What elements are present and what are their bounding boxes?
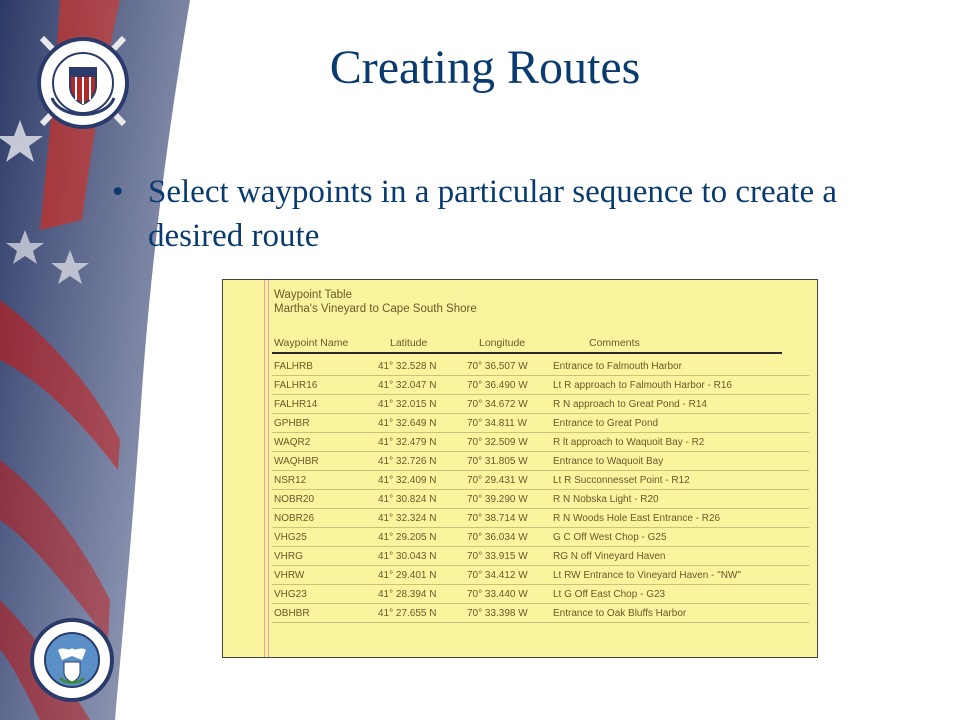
table-subtitle: Martha's Vineyard to Cape South Shore [274, 303, 477, 315]
cell-latitude: 41° 30.824 N [378, 494, 437, 505]
cell-waypoint: NSR12 [274, 475, 307, 486]
cell-comment: R lt approach to Waquoit Bay - R2 [553, 437, 705, 448]
cell-latitude: 41° 32.324 N [378, 513, 437, 524]
table-row [223, 377, 817, 395]
cell-waypoint: NOBR20 [274, 494, 315, 505]
cell-longitude: 70° 38.714 W [467, 513, 528, 524]
cell-waypoint: GPHBR [274, 418, 310, 429]
table-row [223, 586, 817, 604]
row-rule [272, 584, 809, 585]
row-rule [272, 622, 809, 623]
row-rule [272, 413, 809, 414]
row-rule [272, 546, 809, 547]
cell-comment: Entrance to Oak Bluffs Harbor [553, 608, 687, 619]
table-row [223, 605, 817, 623]
row-rule [272, 432, 809, 433]
table-title: Waypoint Table [274, 289, 352, 301]
coast-guard-auxiliary-logo [30, 28, 136, 140]
column-header-waypoint: Waypoint Name [274, 337, 349, 349]
row-rule [272, 527, 809, 528]
row-rule [272, 451, 809, 452]
cell-waypoint: VHRG [274, 551, 303, 562]
column-header-longitude: Longitude [479, 337, 526, 349]
cell-waypoint: VHRW [274, 570, 305, 581]
column-header-latitude: Latitude [390, 337, 428, 349]
table-row [223, 567, 817, 585]
cell-waypoint: WAQHBR [274, 456, 319, 467]
row-rule [272, 565, 809, 566]
cell-latitude: 41° 32.479 N [378, 437, 437, 448]
cell-waypoint: WAQR2 [274, 437, 311, 448]
row-rule [272, 489, 809, 490]
row-rule [272, 508, 809, 509]
waypoint-table [222, 279, 818, 658]
cell-comment: RG N off Vineyard Haven [553, 551, 666, 562]
cell-latitude: 41° 32.528 N [378, 361, 437, 372]
cell-latitude: 41° 30.043 N [378, 551, 437, 562]
table-row [223, 396, 817, 414]
cell-waypoint: VHG25 [274, 532, 307, 543]
header-rule [272, 352, 782, 354]
table-row [223, 358, 817, 376]
table-row [223, 415, 817, 433]
cell-comment: R N approach to Great Pond - R14 [553, 399, 707, 410]
cell-comment: R N Nobska Light - R20 [553, 494, 659, 505]
cell-longitude: 70° 32.509 W [467, 437, 528, 448]
cell-comment: Lt RW Entrance to Vineyard Haven - "NW" [553, 570, 741, 581]
cell-latitude: 41° 32.047 N [378, 380, 437, 391]
cell-comment: Lt G Off East Chop - G23 [553, 589, 666, 600]
slide-title: Creating Routes [329, 41, 641, 94]
cell-waypoint: FALHRB [274, 361, 313, 372]
cell-longitude: 70° 36.507 W [467, 361, 528, 372]
table-row [223, 510, 817, 528]
cell-latitude: 41° 27.655 N [378, 608, 437, 619]
cell-latitude: 41° 32.015 N [378, 399, 437, 410]
row-rule [272, 375, 809, 376]
cell-waypoint: OBHBR [274, 608, 310, 619]
bullet-item [112, 170, 902, 258]
cell-comment: Lt R approach to Falmouth Harbor - R16 [553, 380, 732, 391]
table-row [223, 453, 817, 471]
row-rule [272, 603, 809, 604]
dhs-seal [30, 618, 114, 702]
cell-longitude: 70° 36.034 W [467, 532, 528, 543]
cell-longitude: 70° 33.398 W [467, 608, 528, 619]
table-row [223, 472, 817, 490]
row-rule [272, 470, 809, 471]
cell-latitude: 41° 32.726 N [378, 456, 437, 467]
cell-longitude: 70° 33.915 W [467, 551, 528, 562]
cell-comment: G C Off West Chop - G25 [553, 532, 667, 543]
cell-comment: Entrance to Waquoit Bay [553, 456, 664, 467]
cell-waypoint: FALHR16 [274, 380, 318, 391]
table-row [223, 529, 817, 547]
bullet-text: Select waypoints in a particular sequence to create a desired route [148, 174, 838, 254]
table-row [223, 548, 817, 566]
cell-latitude: 41° 32.409 N [378, 475, 437, 486]
cell-longitude: 70° 34.811 W [467, 418, 527, 429]
cell-longitude: 70° 31.805 W [467, 456, 528, 467]
bullet-marker: • [112, 174, 124, 210]
cell-latitude: 41° 29.205 N [378, 532, 437, 543]
cell-latitude: 41° 28.394 N [378, 589, 437, 600]
cell-waypoint: FALHR14 [274, 399, 318, 410]
cell-longitude: 70° 34.672 W [467, 399, 528, 410]
cell-comment: Entrance to Great Pond [553, 418, 659, 429]
cell-waypoint: VHG23 [274, 589, 307, 600]
cell-comment: Entrance to Falmouth Harbor [553, 361, 682, 372]
cell-longitude: 70° 29.431 W [467, 475, 528, 486]
cell-longitude: 70° 36.490 W [467, 380, 528, 391]
column-header-comments: Comments [589, 337, 640, 349]
cell-longitude: 70° 39.290 W [467, 494, 528, 505]
cell-longitude: 70° 34.412 W [467, 570, 528, 581]
cell-latitude: 41° 29.401 N [378, 570, 437, 581]
table-row [223, 434, 817, 452]
cell-comment: Lt R Succonnesset Point - R12 [553, 475, 690, 486]
cell-longitude: 70° 33.440 W [467, 589, 528, 600]
row-rule [272, 394, 809, 395]
cell-waypoint: NOBR26 [274, 513, 315, 524]
cell-latitude: 41° 32.649 N [378, 418, 437, 429]
cell-comment: R N Woods Hole East Entrance - R26 [553, 513, 721, 524]
table-row [223, 491, 817, 509]
